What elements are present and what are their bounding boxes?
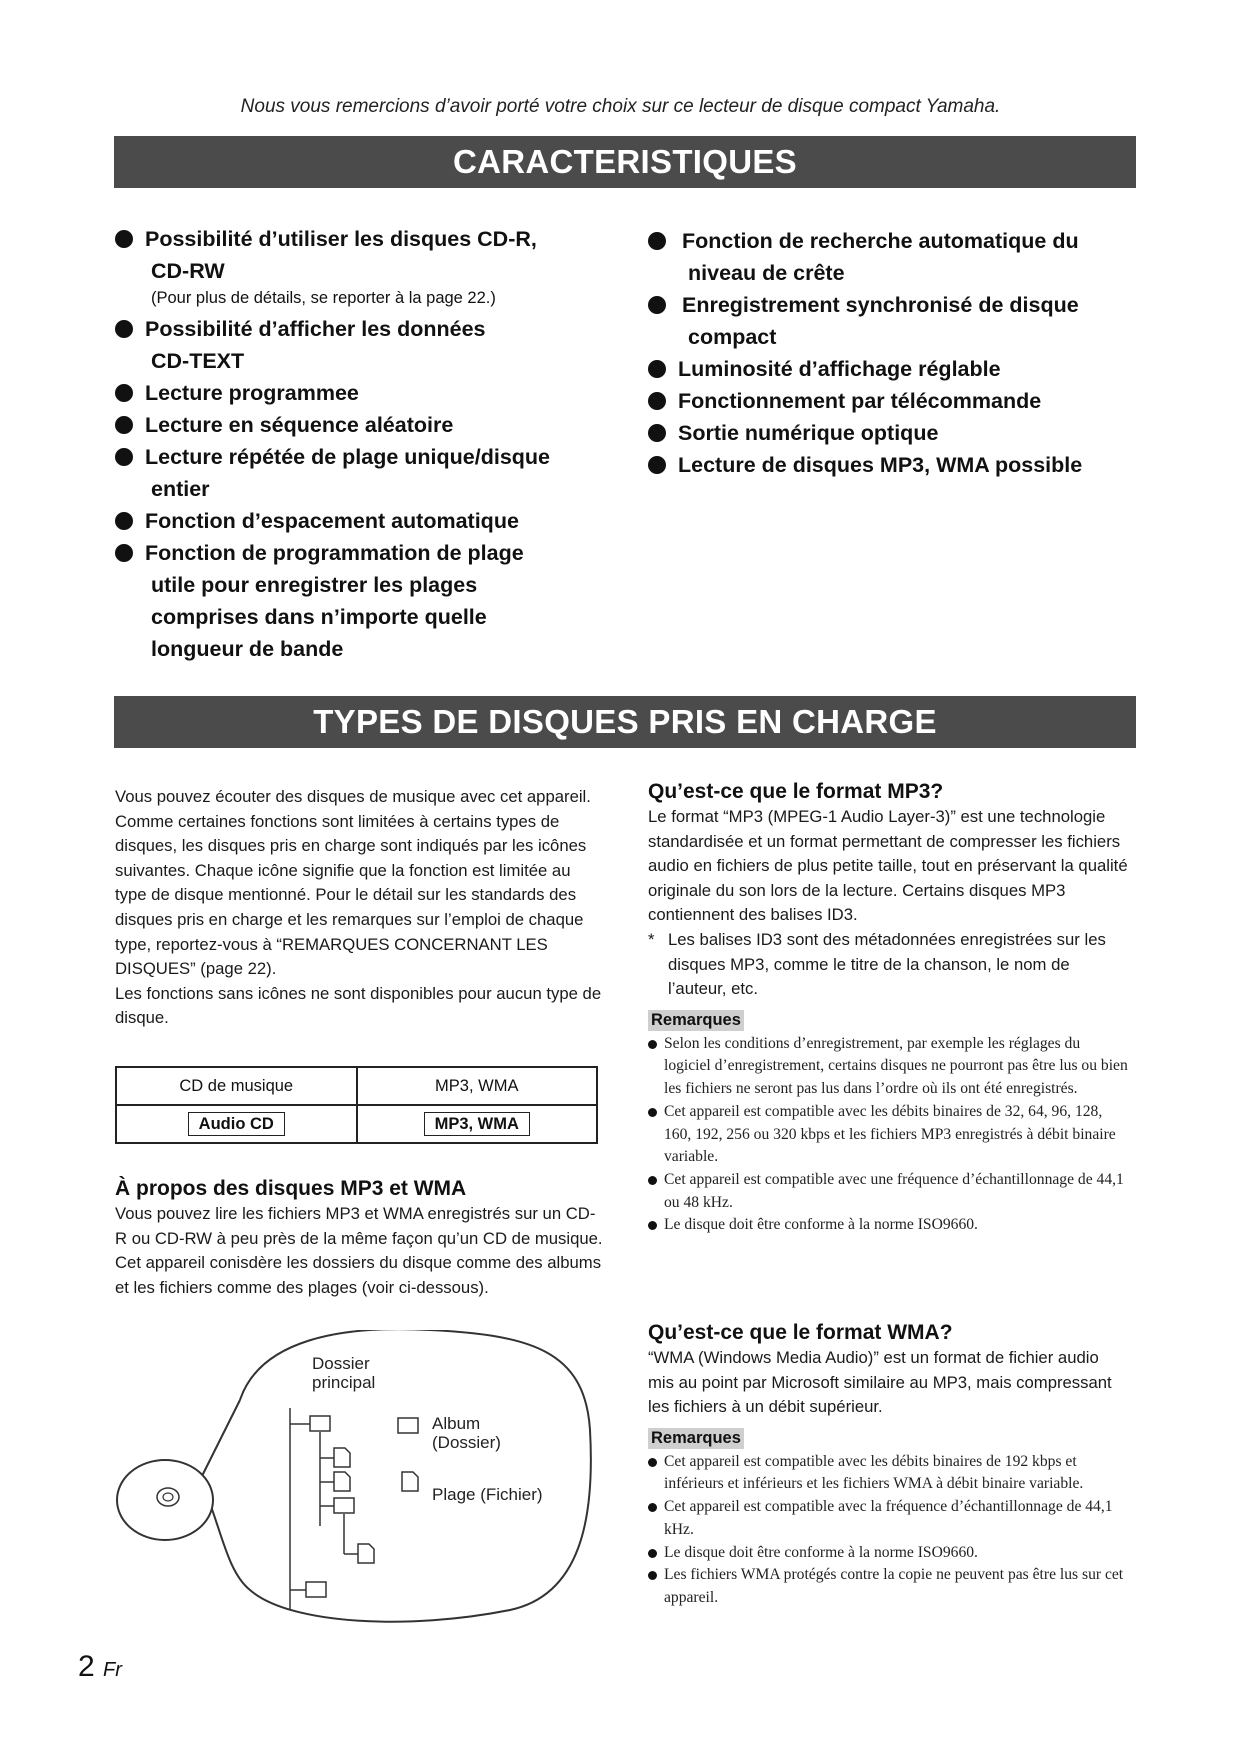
bullet-icon xyxy=(115,512,133,530)
feature-item: Possibilité d’afficher les données CD-TEXT xyxy=(115,313,625,377)
feature-item: Fonction d’espacement automatique xyxy=(115,505,625,537)
bullet-icon xyxy=(115,230,133,248)
feature-item: Sortie numérique optique xyxy=(648,417,1148,449)
feature-item: Fonction de programmation de plage utile pour enregistrer les plages comprises dans n’importe quelle longueur de bande xyxy=(115,537,625,665)
section-banner-caracteristiques: CARACTERISTIQUES xyxy=(114,136,1136,188)
feature-item: Enregistrement synchronisé de disque compact xyxy=(648,289,1148,353)
features-left-list xyxy=(115,223,625,665)
table-cell: CD de musique xyxy=(116,1067,357,1105)
magnifier-outline xyxy=(200,1330,591,1622)
features-right-list xyxy=(648,225,1148,481)
feature-item: Lecture en séquence aléatoire xyxy=(115,409,625,441)
audio-cd-icon: Audio CD xyxy=(188,1112,285,1136)
wma-remarks-list xyxy=(648,1451,1128,1610)
remarks-label: Remarques xyxy=(648,1010,744,1031)
bullet-icon xyxy=(115,384,133,402)
file-icon xyxy=(334,1448,350,1467)
table-cell: MP3, WMA xyxy=(357,1067,598,1105)
diagram-track-label: Plage (Fichier) xyxy=(432,1485,543,1504)
bullet-icon xyxy=(648,232,666,250)
bullet-icon xyxy=(648,1458,657,1467)
section-heading: Qu’est-ce que le format WMA? xyxy=(648,1321,953,1344)
bullet-icon xyxy=(648,360,666,378)
mp3-text: Le format “MP3 (MPEG-1 Audio Layer-3)” est une technologie standardisée et un format permettant de compresser les fichiers audio en fichiers de plus petite taille, tout en préservant la qualité originale du son lors de la lecture. Certains disques MP3 contiennent des balises ID3. xyxy=(648,807,1128,925)
diagram-root-label: Dossier principal xyxy=(312,1354,376,1392)
mp3-section xyxy=(648,779,1128,1237)
remarks-label: Remarques xyxy=(648,1428,744,1449)
about-text: Vous pouvez lire les fichiers MP3 et WMA enregistrés sur un CD-R ou CD-RW à peu près de la même façon qu’un CD de musique. Cet appareil conisdère les dossiers du disque comme des albums et les fichiers comme des plages (voir ci-dessous). xyxy=(115,1204,603,1297)
intro-text: Nous vous remercions d’avoir porté votre choix sur ce lecteur de disque compact Yamaha. xyxy=(240,96,1001,117)
bullet-icon xyxy=(648,1221,657,1230)
feature-item: Luminosité d’affichage réglable xyxy=(648,353,1148,385)
list-item: Selon les conditions d’enregistrement, par exemple les réglages du logiciel d’enregistrement, certains disques ne pourront pas être lus ou bien les fichiers ne seront pas lus dans l’ordre où ils ont été enregistrés. xyxy=(648,1033,1128,1101)
list-item: Les fichiers WMA protégés contre la copie ne peuvent pas être lus sur cet appareil. xyxy=(648,1564,1128,1609)
bullet-icon xyxy=(115,544,133,562)
legend-file-icon xyxy=(402,1472,418,1491)
folder-icon xyxy=(310,1416,330,1431)
bullet-icon xyxy=(648,296,666,314)
table-cell xyxy=(116,1105,357,1143)
list-item: Le disque doit être conforme à la norme ISO9660. xyxy=(648,1214,1128,1237)
diagram-album-label: Album (Dossier) xyxy=(432,1414,501,1452)
page-number: 2 Fr xyxy=(78,1650,122,1683)
feature-item: Lecture programmee xyxy=(115,377,625,409)
bullet-icon xyxy=(648,392,666,410)
legend-folder-icon xyxy=(398,1418,418,1433)
list-item: Cet appareil est compatible avec les débits binaires de 192 kbps et inférieurs et inférieurs et les fichiers WMA à débit binaire variable. xyxy=(648,1451,1128,1496)
section-heading: À propos des disques MP3 et WMA xyxy=(115,1177,467,1200)
folder-icon xyxy=(306,1582,326,1597)
list-item: Le disque doit être conforme à la norme ISO9660. xyxy=(648,1542,1128,1565)
bullet-icon xyxy=(648,1108,657,1117)
wma-section xyxy=(648,1320,1128,1610)
about-section xyxy=(115,1176,605,1300)
mp3-wma-icon: MP3, WMA xyxy=(424,1112,530,1136)
bullet-icon xyxy=(648,424,666,442)
disc-types-intro: Vous pouvez écouter des disques de musique avec cet appareil. Comme certaines fonctions sont limitées à certains types de disques, les disques pris en charge sont indiqués par les icônes suivantes. Chaque icône signifie que la fonction est limitée au type de disque mentionné. Pour le détail sur les standards des disques pris en charge et les remarques sur l’emploi de chaque type, reportez-vous à “REMARQUES CONCERNANT LES DISQUES” (page 22). Les fonctions sans icônes ne sont disponibles pour aucun type de disque. xyxy=(115,787,602,1028)
bullet-icon xyxy=(648,1040,657,1049)
bullet-icon xyxy=(115,320,133,338)
bullet-icon xyxy=(648,1176,657,1185)
feature-item: Lecture répétée de plage unique/disque entier xyxy=(115,441,625,505)
feature-note: (Pour plus de détails, se reporter à la page 22.) xyxy=(151,289,496,307)
list-item: Cet appareil est compatible avec une fréquence d’échantillonnage de 44,1 ou 48 kHz. xyxy=(648,1169,1128,1214)
feature-item: Lecture de disques MP3, WMA possible xyxy=(648,449,1148,481)
file-icon xyxy=(334,1472,350,1491)
file-icon xyxy=(358,1544,374,1563)
disc-type-table xyxy=(115,1066,598,1144)
bullet-icon xyxy=(648,1571,657,1580)
bullet-icon xyxy=(115,416,133,434)
wma-text: “WMA (Windows Media Audio)” est un format de fichier audio mis au point par Microsoft similaire au MP3, mais compressant les fichiers à un débit supérieur. xyxy=(648,1348,1112,1417)
section-heading: Qu’est-ce que le format MP3? xyxy=(648,780,944,803)
bullet-icon xyxy=(648,1503,657,1512)
mp3-remarks-list xyxy=(648,1033,1128,1237)
bullet-icon xyxy=(648,456,666,474)
bullet-icon xyxy=(648,1549,657,1558)
magnifier-edge xyxy=(200,1400,240,1480)
feature-item: Fonction de recherche automatique du niveau de crête xyxy=(648,225,1148,289)
section-banner-types-disques: TYPES DE DISQUES PRIS EN CHARGE xyxy=(114,696,1136,748)
list-item: Cet appareil est compatible avec la fréquence d’échantillonnage de 44,1 kHz. xyxy=(648,1496,1128,1541)
bullet-icon xyxy=(115,448,133,466)
feature-item: Possibilité d’utiliser les disques CD-R, CD-RW (Pour plus de détails, se reporter à la page 22.) xyxy=(115,223,625,309)
list-item: Cet appareil est compatible avec les débits binaires de 32, 64, 96, 128, 160, 192, 256 ou 320 kbps et les fichiers MP3 enregistrés à débit binaire variable. xyxy=(648,1101,1128,1169)
folder-icon xyxy=(334,1498,354,1513)
mp3-footnote: * Les balises ID3 sont des métadonnées enregistrées sur les disques MP3, comme le titre de la chanson, le nom de l’auteur, etc. xyxy=(648,929,1106,999)
table-cell xyxy=(357,1105,598,1143)
feature-item: Fonctionnement par télécommande xyxy=(648,385,1148,417)
